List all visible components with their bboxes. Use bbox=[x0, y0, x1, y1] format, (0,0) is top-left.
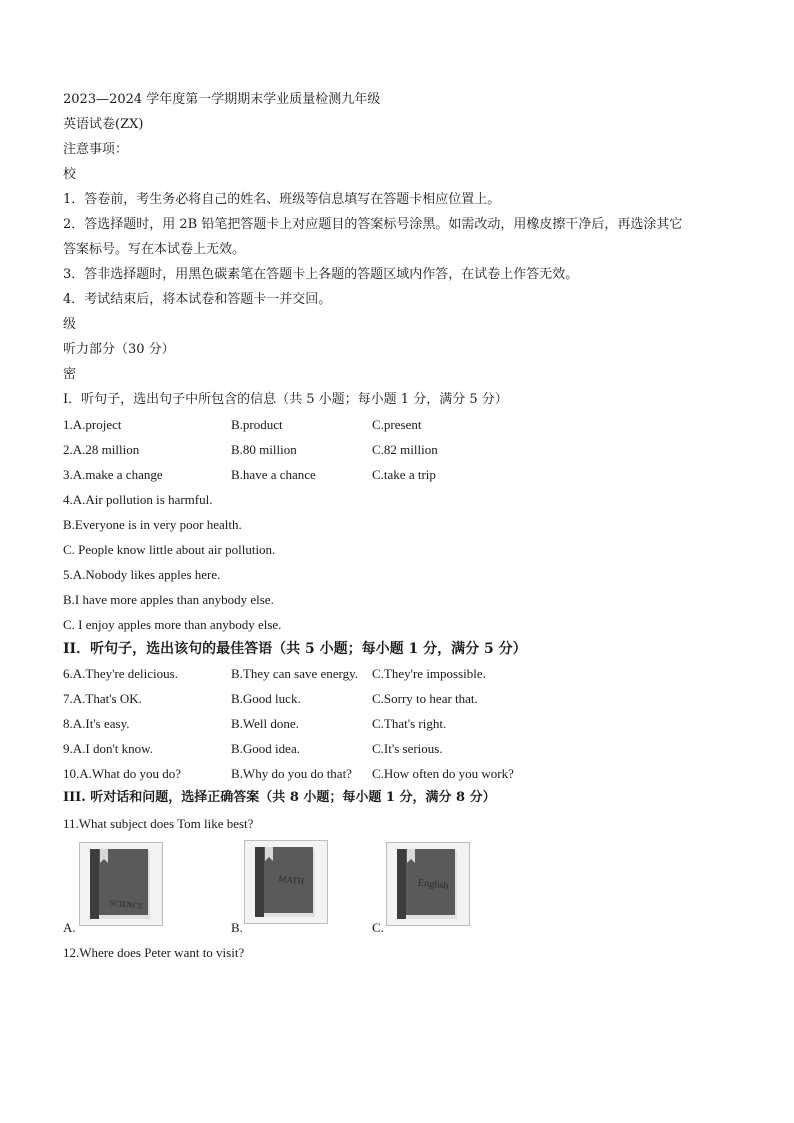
book-icon bbox=[245, 841, 327, 923]
q6-option-b: B.They can save energy. bbox=[231, 666, 359, 681]
question-12: 12.Where does Peter want to visit? bbox=[63, 945, 245, 960]
notice-3: 3．答非选择题时，用黑色碳素笔在答题卡上各题的答题区域内作答，在试卷上作答无效。 bbox=[63, 267, 579, 282]
q3-option-c: C.take a trip bbox=[372, 467, 436, 482]
q10-option-c: C.How often do you work? bbox=[372, 766, 514, 781]
notice-4: 4．考试结束后，将本试卷和答题卡一并交回。 bbox=[63, 292, 332, 307]
section1-heading: I．听句子，选出句子中所包含的信息（共 5 小题；每小题 1 分，满分 5 分） bbox=[63, 392, 508, 407]
q11-option-b-label: B. bbox=[231, 920, 243, 935]
side-char-school: 校 bbox=[63, 167, 77, 182]
q7-option-b: B.Good luck. bbox=[231, 691, 301, 706]
q3-option-b: B.have a chance bbox=[231, 467, 316, 482]
notice-heading: 注意事项： bbox=[63, 142, 129, 157]
q8-option-b: B.Well done. bbox=[231, 716, 299, 731]
q4-option-c: C. People know little about air pollution. bbox=[63, 542, 276, 557]
q5-option-c: C. I enjoy apples more than anybody else. bbox=[63, 617, 282, 632]
q2-option-b: B.80 million bbox=[231, 442, 297, 457]
q2-option-c: C.82 million bbox=[372, 442, 438, 457]
q10-option-b: B.Why do you do that? bbox=[231, 766, 352, 781]
book-label-science: SCIENCE bbox=[109, 898, 144, 911]
side-char-class: 级 bbox=[63, 317, 77, 332]
q7-option-a: 7.A.That's OK. bbox=[63, 691, 142, 706]
q2-option-a: 2.A.28 million bbox=[63, 442, 140, 457]
q10-option-a: 10.A.What do you do? bbox=[63, 766, 182, 781]
book-label-english: English bbox=[417, 877, 450, 892]
q6-option-c: C.They're impossible. bbox=[372, 666, 486, 681]
q1-option-a: 1.A.project bbox=[63, 417, 122, 432]
question-11: 11.What subject does Tom like best? bbox=[63, 816, 254, 831]
q11-option-c-label: C. bbox=[372, 920, 384, 935]
book-label-math: MATH bbox=[278, 873, 305, 887]
q8-option-c: C.That's right. bbox=[372, 716, 447, 731]
section3-heading: III. 听对话和问题，选择正确答案（共 8 小题；每小题 1 分，满分 8 分） bbox=[63, 790, 496, 805]
q6-option-a: 6.A.They're delicious. bbox=[63, 666, 178, 681]
q5-option-a: 5.A.Nobody likes apples here. bbox=[63, 567, 221, 582]
exam-subtitle: 英语试卷(ZX) bbox=[63, 117, 144, 132]
notice-2-cont: 答案标号。写在本试卷上无效。 bbox=[63, 242, 246, 257]
listening-heading: 听力部分（30 分） bbox=[63, 342, 175, 357]
book-icon bbox=[387, 843, 469, 925]
notice-2: 2．答选择题时，用 2B 铅笔把答题卡上对应题目的答案标号涂黑。如需改动，用橡皮擦干净后，再选涂其它 bbox=[63, 217, 683, 232]
q3-option-a: 3.A.make a change bbox=[63, 467, 163, 482]
q5-option-b: B.I have more apples than anybody else. bbox=[63, 592, 274, 607]
q9-option-b: B.Good idea. bbox=[231, 741, 300, 756]
q1-option-c: C.present bbox=[372, 417, 422, 432]
section2-heading: II．听句子，选出该句的最佳答语（共 5 小题；每小题 1 分，满分 5 分） bbox=[63, 641, 527, 657]
q7-option-c: C.Sorry to hear that. bbox=[372, 691, 478, 706]
q8-option-a: 8.A.It's easy. bbox=[63, 716, 130, 731]
book-math-image bbox=[244, 840, 328, 924]
q4-option-a: 4.A.Air pollution is harmful. bbox=[63, 492, 213, 507]
q9-option-a: 9.A.I don't know. bbox=[63, 741, 153, 756]
book-english-image bbox=[386, 842, 470, 926]
side-char-seal: 密 bbox=[63, 367, 77, 382]
q1-option-b: B.product bbox=[231, 417, 283, 432]
q9-option-c: C.It's serious. bbox=[372, 741, 443, 756]
q11-option-a-label: A. bbox=[63, 920, 76, 935]
book-science-image bbox=[79, 842, 163, 926]
exam-title: 2023—2024 学年度第一学期期末学业质量检测九年级 bbox=[63, 92, 381, 107]
q4-option-b: B.Everyone is in very poor health. bbox=[63, 517, 242, 532]
book-icon bbox=[80, 843, 162, 925]
notice-1: 1．答卷前，考生务必将自己的姓名、班级等信息填写在答题卡相应位置上。 bbox=[63, 192, 501, 207]
